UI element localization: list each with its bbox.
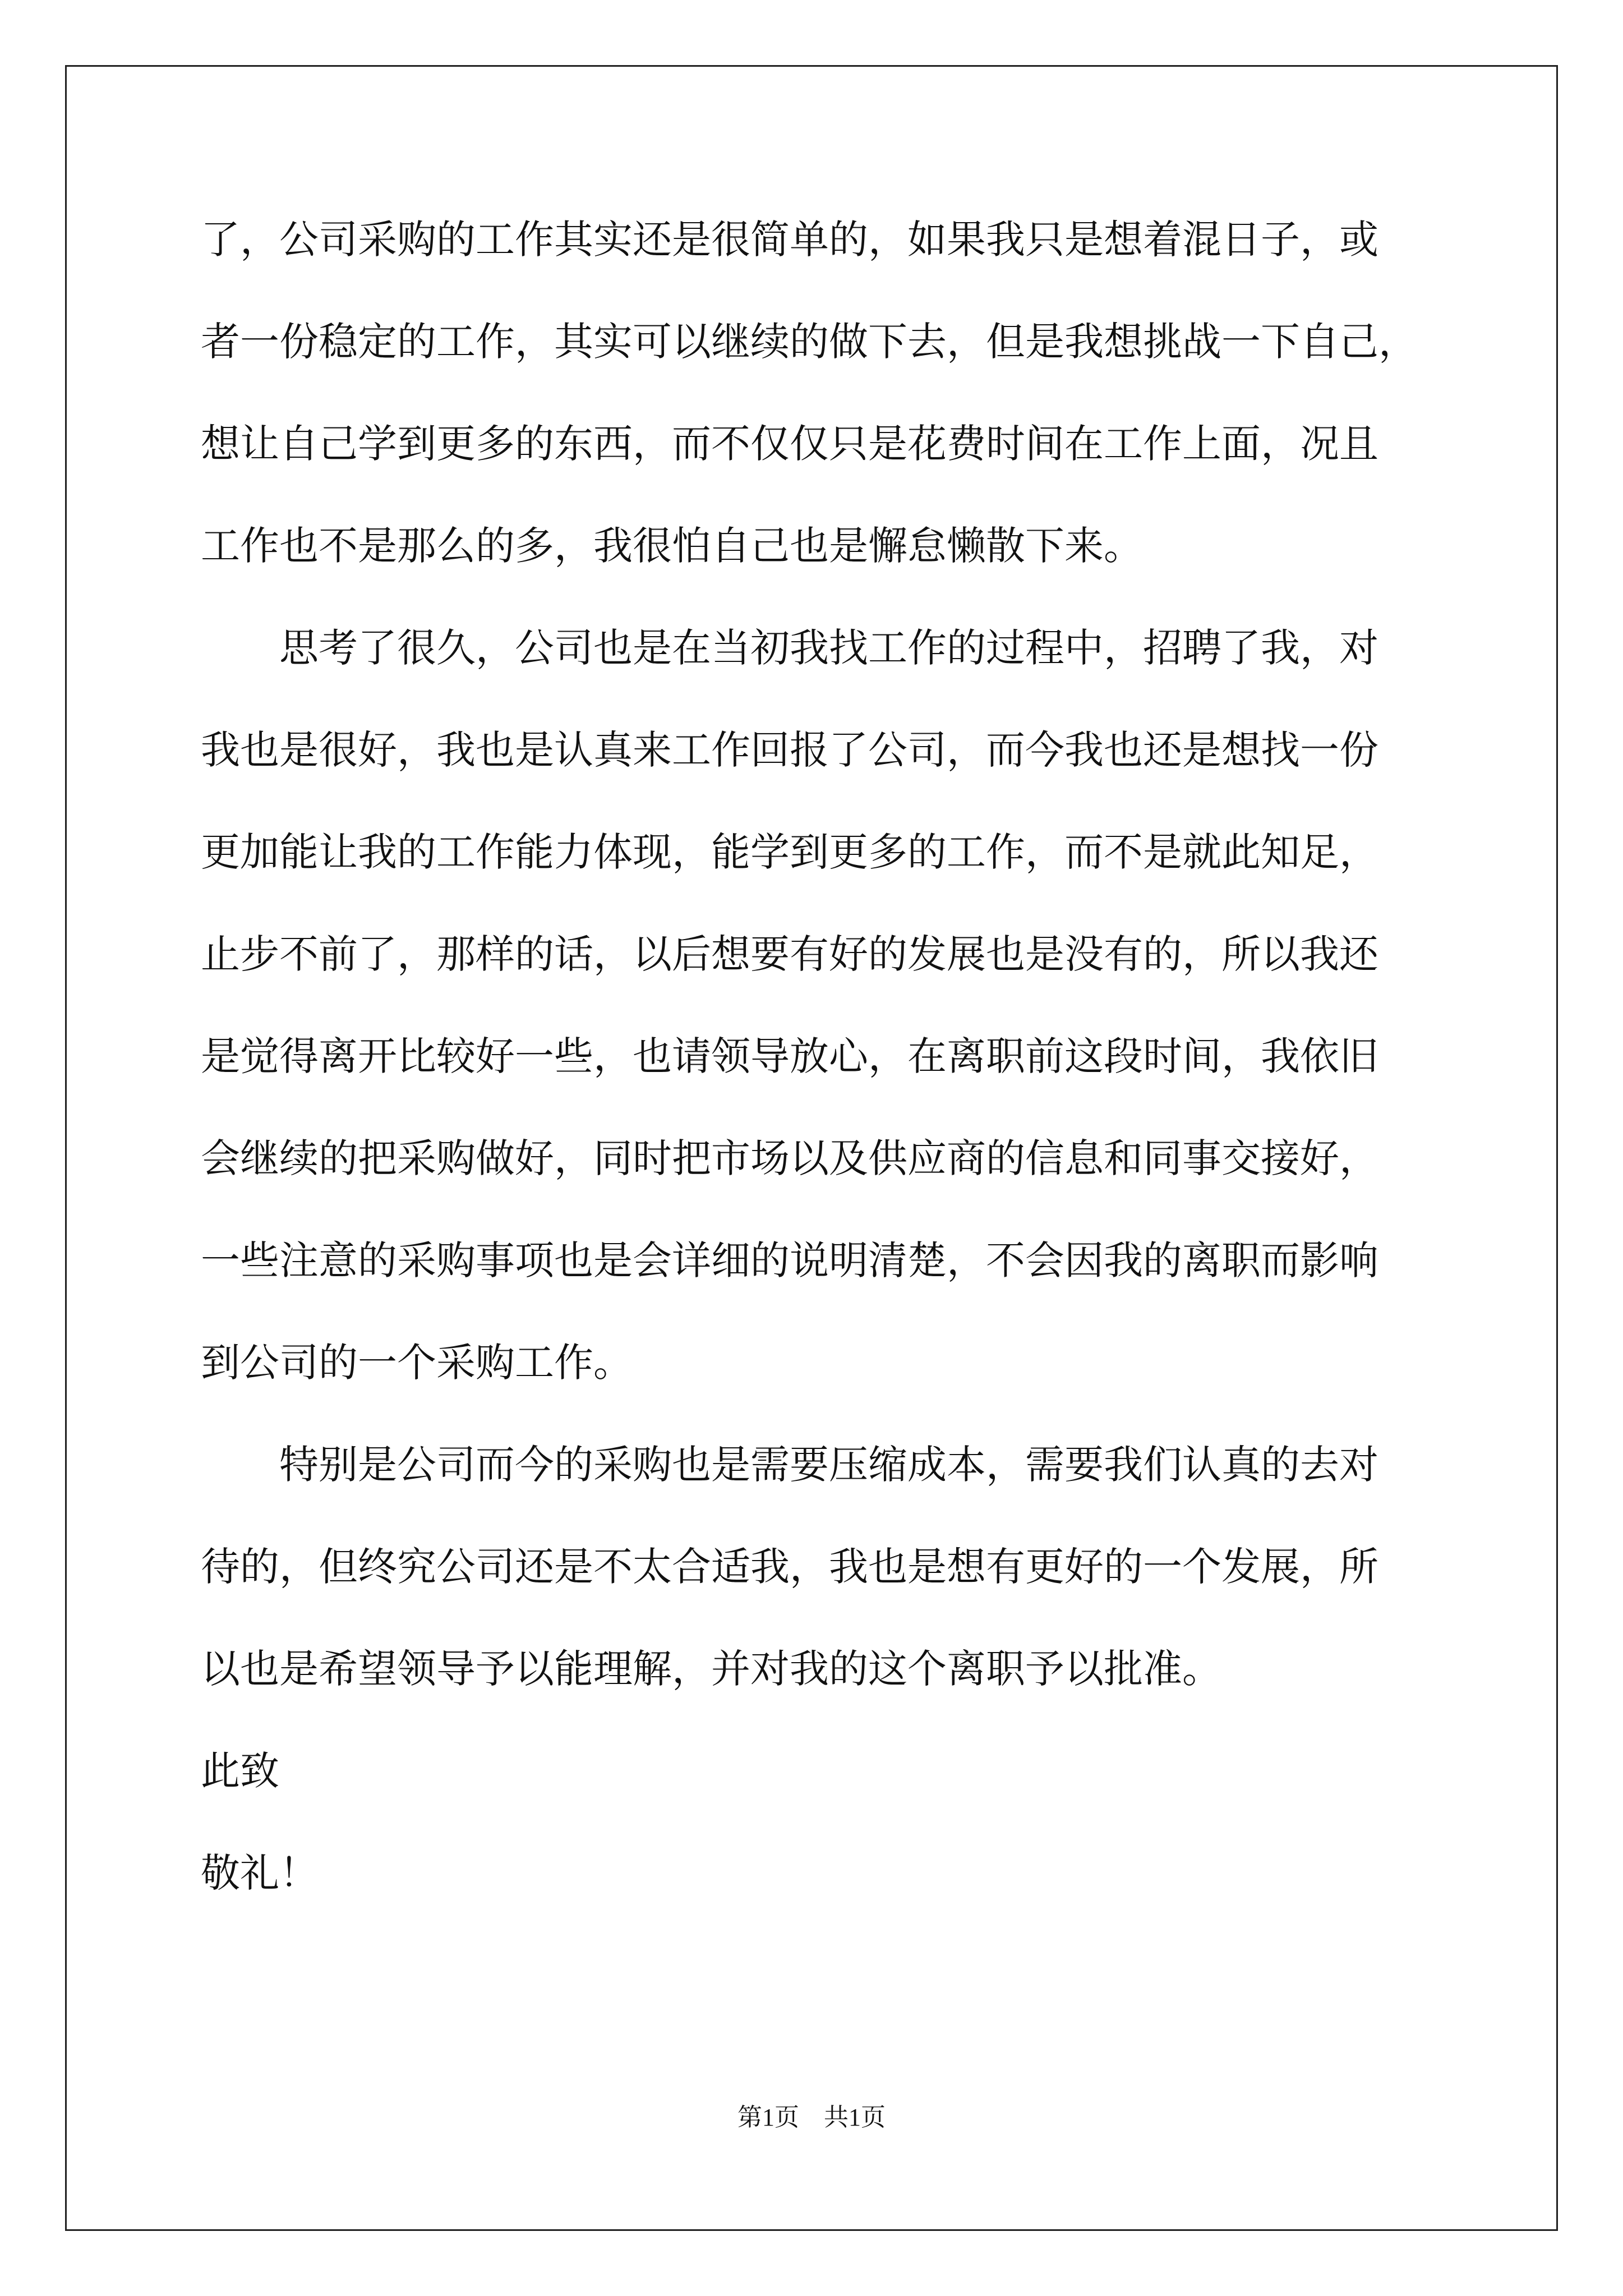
text-line: 止步不前了，那样的话，以后想要有好的发展也是没有的，所以我还 (201, 931, 1378, 977)
text-line: 一些注意的采购事项也是会详细的说明清楚，不会因我的离职而影响 (201, 1237, 1378, 1283)
paragraph-start-line: 特别是公司而今的采购也是需要压缩成本，需要我们认真的去对 (201, 1442, 1378, 1488)
paragraph-start-line: 思考了很久，公司也是在当初我找工作的过程中，招聘了我，对 (201, 625, 1378, 671)
text-line: 待的，但终究公司还是不太合适我，我也是想有更好的一个发展，所 (201, 1544, 1378, 1590)
letter-body (201, 217, 1435, 1955)
text-line: 更加能让我的工作能力体现，能学到更多的工作，而不是就此知足， (201, 829, 1378, 875)
text-line: 会继续的把采购做好，同时把市场以及供应商的信息和同事交接好， (201, 1135, 1378, 1181)
text-line: 工作也不是那么的多，我很怕自己也是懈怠懒散下来。 (201, 523, 1143, 569)
text-line: 以也是希望领导予以能理解，并对我的这个离职予以批准。 (201, 1646, 1221, 1692)
salutation-line: 敬礼！ (201, 1850, 319, 1896)
page-footer: 第1页 共1页 (737, 2104, 886, 2131)
text-line: 想让自己学到更多的东西，而不仅仅只是花费时间在工作上面，况且 (201, 421, 1378, 467)
text-line: 了，公司采购的工作其实还是很简单的，如果我只是想着混日子，或 (201, 217, 1378, 263)
closing-line: 此致 (201, 1748, 279, 1794)
text-line: 我也是很好，我也是认真来工作回报了公司，而今我也还是想找一份 (201, 727, 1378, 773)
text-line: 到公司的一个采购工作。 (201, 1340, 633, 1386)
text-line: 是觉得离开比较好一些，也请领导放心，在离职前这段时间，我依旧 (201, 1033, 1378, 1079)
text-line: 者一份稳定的工作，其实可以继续的做下去，但是我想挑战一下自己， (201, 319, 1418, 365)
